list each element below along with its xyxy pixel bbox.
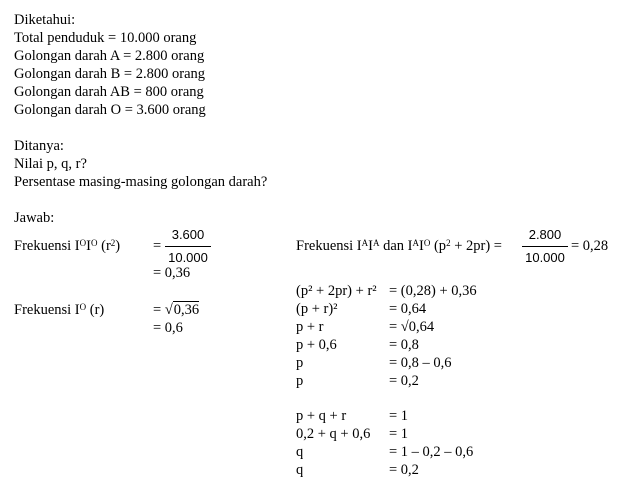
diketahui-item: Golongan darah AB = 800 orang (14, 84, 204, 100)
step-rhs: = (0,28) + 0,36 (389, 283, 477, 299)
freq-o-sqrt-expr: = √0,36 (153, 302, 200, 318)
step-rhs: = 0,2 (389, 462, 419, 478)
freq-oo-label: Frekuensi $I^OI^O$ $(r^2)$ (14, 238, 121, 254)
fraction-denominator: 10.000 (168, 250, 208, 265)
step-rhs: = 1 – 0,2 – 0,6 (389, 444, 474, 460)
ditanya-item: Persentase masing-masing golongan darah? (14, 174, 268, 190)
freq-a-result: = 0,28 (571, 238, 609, 254)
freq-oo-result: = 0,36 (153, 265, 191, 281)
diketahui-item: Golongan darah B = 2.800 orang (14, 66, 205, 82)
fraction-denominator: 10.000 (525, 250, 565, 265)
fraction-bar (522, 246, 568, 247)
ditanya-item: Nilai p, q, r? (14, 156, 87, 172)
diketahui-item: Total penduduk = 10.000 orang (14, 30, 197, 46)
step-lhs: p + 0,6 (296, 337, 337, 353)
freq-oo-fraction (165, 227, 211, 266)
step-rhs: = √0,64 (389, 319, 435, 335)
diketahui-item: Golongan darah A = 2.800 orang (14, 48, 205, 64)
fraction-bar (165, 246, 211, 247)
fraction-numerator: 3.600 (171, 227, 205, 242)
jawab-title: Jawab: (14, 210, 55, 226)
step-lhs: q (296, 444, 304, 460)
step-lhs: p + r (296, 319, 324, 335)
ditanya-title: Ditanya: (14, 138, 64, 154)
freq-o-label: Frekuensi $I^O$ (r) (14, 302, 105, 318)
step-lhs: (p² + 2pr) + r² (296, 283, 377, 299)
step-lhs: 0,2 + q + 0,6 (296, 426, 371, 442)
freq-o-result: = 0,6 (153, 320, 183, 336)
step-lhs: q (296, 462, 304, 478)
diketahui-item: Golongan darah O = 3.600 orang (14, 102, 206, 118)
step-rhs: = 1 (389, 408, 409, 424)
step-lhs: p + q + r (296, 408, 347, 424)
step-rhs: = 0,8 – 0,6 (389, 355, 452, 371)
step-rhs: = 0,2 (389, 373, 419, 389)
sqrt-symbol: √0,36 (164, 302, 200, 318)
freq-oo-equals: = (153, 238, 162, 254)
step-rhs: = 0,8 (389, 337, 419, 353)
step-lhs: p (296, 373, 304, 389)
freq-a-label: Frekuensi $I^AI^A$ dan $I^AI^O$ $(p^2 + 2pr)$ = (296, 238, 502, 254)
step-rhs: = 1 (389, 426, 409, 442)
freq-a-fraction (522, 227, 568, 266)
fraction-numerator: 2.800 (528, 227, 562, 242)
step-lhs: p (296, 355, 304, 371)
step-lhs: (p + r)² (296, 301, 338, 317)
diketahui-title: Diketahui: (14, 12, 76, 28)
step-rhs: = 0,64 (389, 301, 427, 317)
